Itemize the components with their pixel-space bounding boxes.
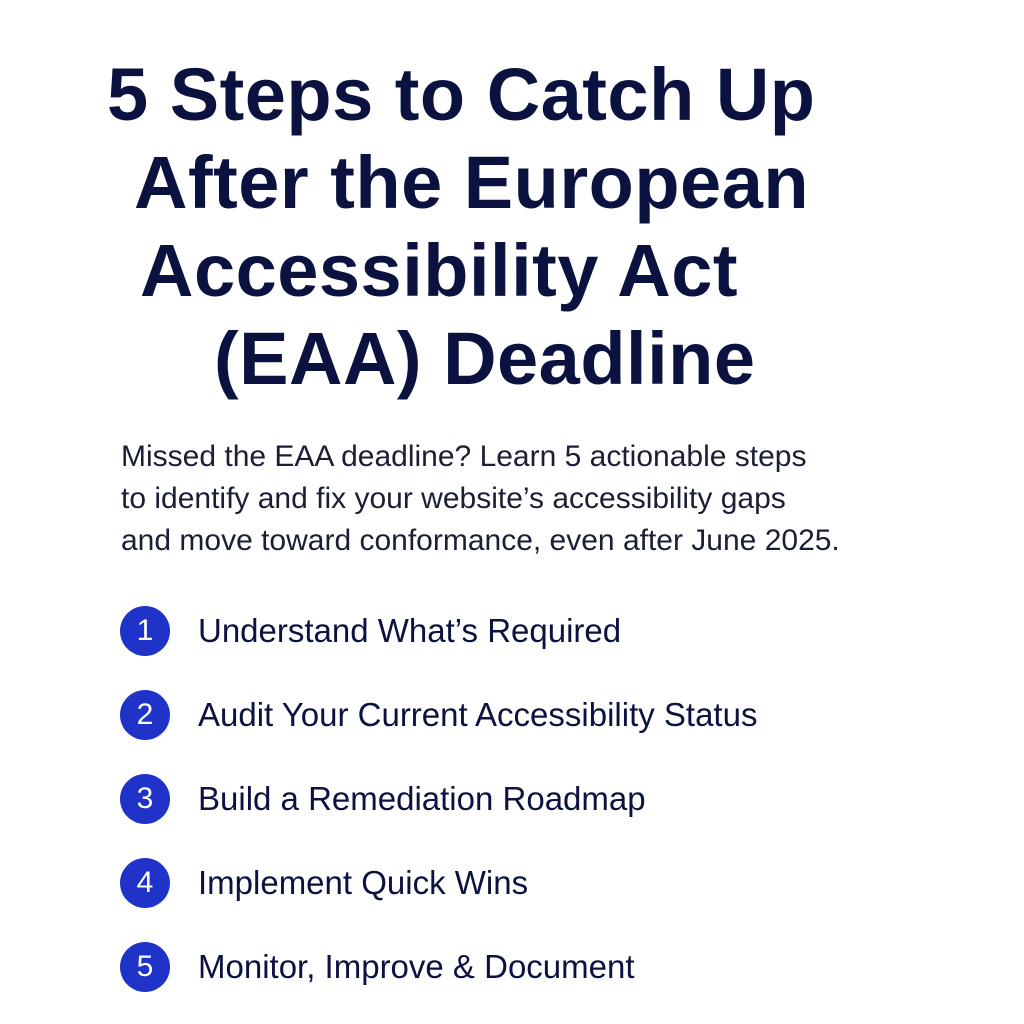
step-label: Build a Remediation Roadmap xyxy=(198,780,646,817)
step-label: Audit Your Current Accessibility Status xyxy=(198,696,758,733)
step-label: Monitor, Improve & Document xyxy=(198,948,635,985)
intro-line-3: and move toward conformance, even after June 2025. xyxy=(121,524,840,557)
step-item-1 xyxy=(120,606,980,690)
step-item-2 xyxy=(120,690,980,774)
step-item-5 xyxy=(120,942,980,1024)
step-item-4 xyxy=(120,858,980,942)
step-label: Implement Quick Wins xyxy=(198,864,529,901)
title-line-4: (EAA) Deadline xyxy=(214,317,756,400)
step-number-badge: 1 xyxy=(120,606,170,656)
step-number-badge: 5 xyxy=(120,942,170,992)
step-label: Understand What’s Required xyxy=(198,612,622,649)
intro-paragraph xyxy=(121,436,941,562)
title-line-1: 5 Steps to Catch Up xyxy=(107,53,816,136)
title-line-2: After the European xyxy=(134,141,810,224)
steps-list xyxy=(120,606,980,1024)
step-item-3 xyxy=(120,774,980,858)
step-number-badge: 3 xyxy=(120,774,170,824)
intro-line-1: Missed the EAA deadline? Learn 5 actionable steps xyxy=(121,440,807,473)
intro-line-2: to identify and fix your website’s accessibility gaps xyxy=(121,482,786,515)
title-line-3: Accessibility Act xyxy=(140,229,739,312)
step-number-badge: 4 xyxy=(120,858,170,908)
step-number-badge: 2 xyxy=(120,690,170,740)
